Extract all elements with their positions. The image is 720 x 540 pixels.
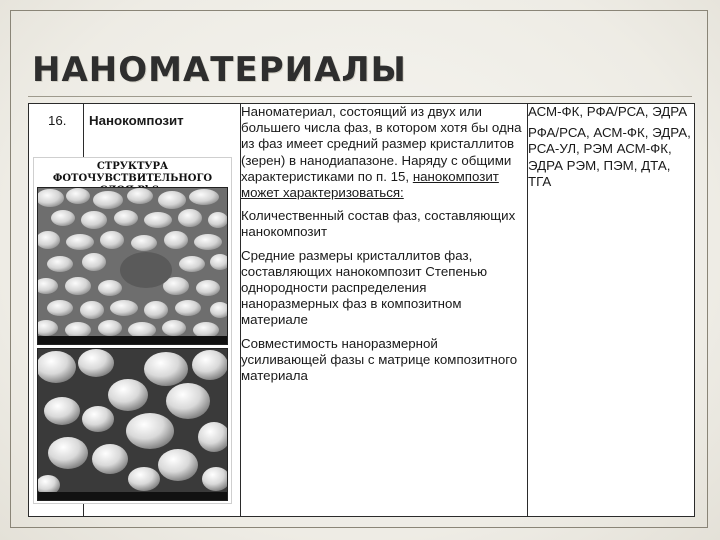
definition-item-3: Совместимость наноразмерной усиливающей фазы с матрице композитного материала bbox=[241, 335, 518, 384]
row-number: 16. bbox=[48, 113, 67, 128]
sem-micrograph-porous bbox=[37, 187, 228, 345]
figure-caption-line-1: СТРУКТУРА ФОТОЧУВСТВИТЕЛЬНОГО bbox=[52, 161, 213, 184]
term-label: Нанокомпозит bbox=[89, 113, 184, 128]
micrograph-figure bbox=[33, 157, 232, 504]
sem-micrograph-grains bbox=[37, 348, 228, 501]
slide-title: НАНОМАТЕРИАЛЫ bbox=[32, 50, 407, 90]
definition-intro-underlined: нанокомпозит может характеризоваться: bbox=[241, 168, 499, 201]
sem-porous-texture bbox=[38, 188, 227, 344]
methods-group-1: АСМ-ФК, РФА/РСА, ЭДРА bbox=[528, 104, 688, 119]
definition-item-2: Средние размеры кристаллитов фаз, составляющих нанокомпозит Степенью однородности распределения наноразмерных фаз в композитном материале bbox=[241, 247, 488, 328]
title-divider bbox=[28, 96, 692, 97]
definition-item-1: Количественный состав фаз, составляющих нанокомпозит bbox=[241, 208, 516, 240]
methods-cell bbox=[528, 104, 695, 517]
definition-intro-text: Наноматериал, состоящий из двух или большего числа фаз, в котором хотя бы одна из фаз имеет средний размер кристаллитов (зерен) в нанодиапазоне. Наряду с общими характеристиками по п. 15, bbox=[241, 104, 522, 184]
sem-grains-texture bbox=[38, 349, 227, 500]
methods-group-2: РФА/РСА, АСМ-ФК, ЭДРА, РСА-УЛ, РЭМ АСМ-ФК, ЭДРА РЭМ, ПЭМ, ДТА, ТГА bbox=[528, 125, 691, 189]
definition-cell bbox=[241, 104, 528, 517]
definition-intro bbox=[241, 104, 527, 201]
